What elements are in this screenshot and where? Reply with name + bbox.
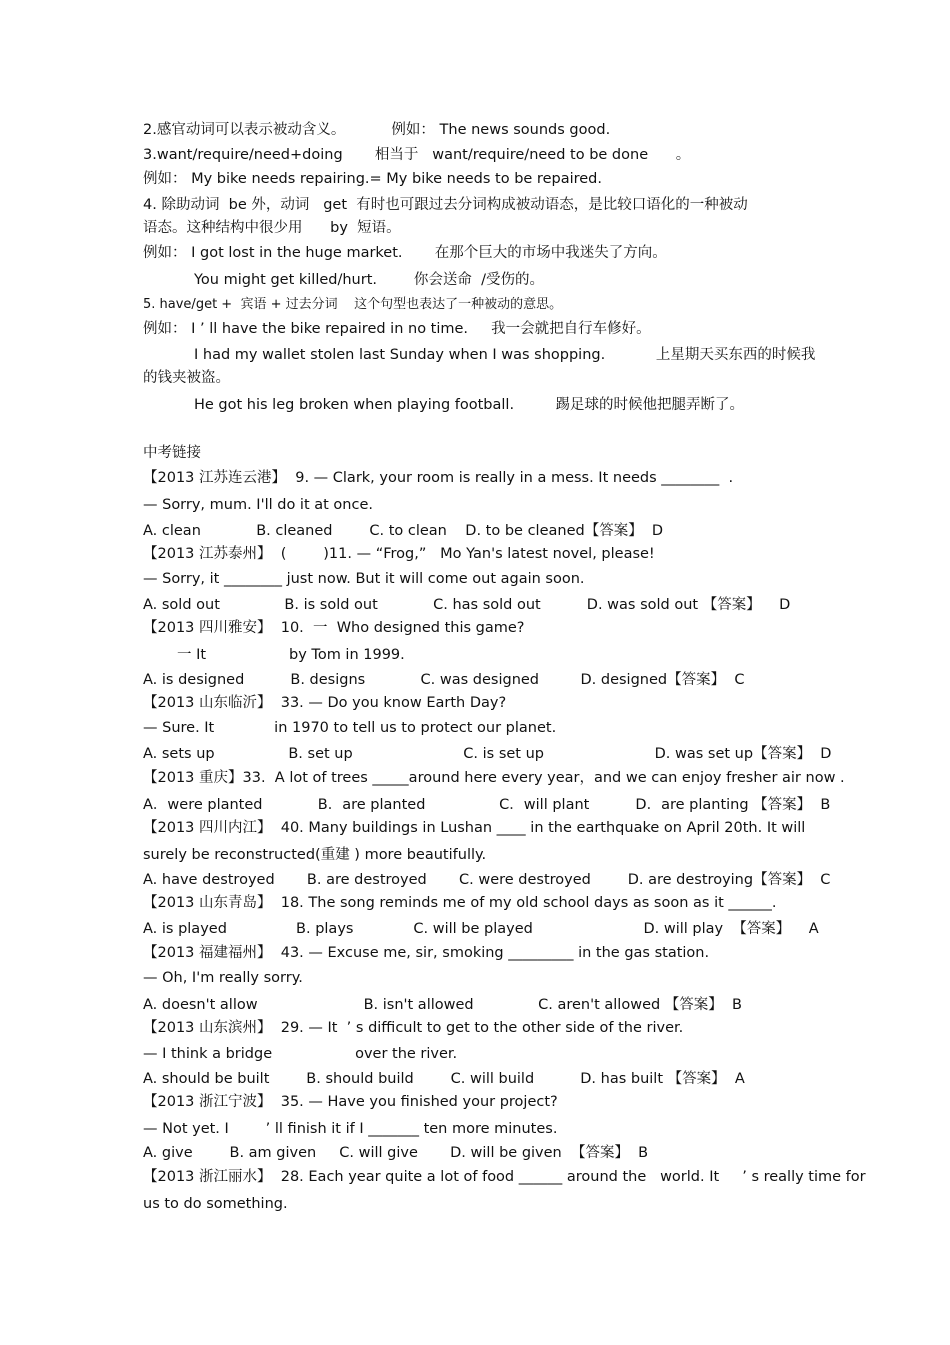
question-line: 【2013 福建福州】 43. — Excuse me, sir, smoking _________ in the gas station. [143, 945, 710, 961]
question-line: — Sure. It in 1970 to tell us to protect our planet. [143, 720, 557, 736]
question-line: us to do something. [143, 1196, 288, 1212]
question-line: 【2013 山东临沂】 33. — Do you know Earth Day? [143, 695, 507, 711]
question-line: 【2013 四川雅安】 10. 一 Who designed this game? [143, 620, 525, 636]
text-line: 语态。这种结构中很少用 by 短语。 [143, 220, 401, 236]
options-line: A. have destroyed B. are destroyed C. were destroyed D. are destroying【答案】 C [143, 872, 831, 888]
question-line: 【2013 山东滨州】 29. — It ’ s difficult to get to the other side of the river. [143, 1020, 684, 1036]
text-line-example: You might get killed/hurt. 你会送命 /受伤的。 [194, 272, 544, 288]
question-line: — Not yet. I ’ ll finish it if I _______ ten more minutes. [143, 1121, 558, 1137]
section-heading: 中考链接 [143, 445, 201, 461]
options-line: A. is designed B. designs C. was designed D. designed【答案】 C [143, 672, 745, 688]
question-line: 【2013 浙江宁波】 35. — Have you finished your project? [143, 1094, 558, 1110]
text-line: 你会送命 /受伤的。 [413, 272, 544, 288]
text-line: 3.want/require/need+doing 相当于 want/require/need to be done 。 [143, 147, 691, 163]
text-line: 例如： My bike needs repairing.= My bike needs to be repaired. [143, 171, 602, 187]
question-line: — I think a bridge over the river. [143, 1046, 458, 1062]
text-line: 5. have/get + 宾语 + 过去分词 这个句型也表达了一种被动的意思。 [143, 297, 563, 312]
question-line: — Sorry, it ________ just now. But it will come out again soon. [143, 571, 585, 587]
text-line: I had my wallet stolen last Sunday when I was shopping. 上星期天买东西的时候我 [194, 347, 816, 363]
question-line: 一 It by Tom in 1999. [177, 647, 405, 663]
question-line: 【2013 山东青岛】 18. The song reminds me of my old school days as soon as it ______. [143, 895, 777, 911]
text-line: 2.感官动词可以表示被动含义。 例如： The news sounds good. [143, 122, 611, 138]
question-line: 【2013 重庆】33. A lot of trees _____around here every year，and we can enjoy fresher air now . [143, 770, 845, 786]
question-line: — Oh, I'm really sorry. [143, 970, 303, 986]
options-line: A. is played B. plays C. will be played D. will play 【答案】 A [143, 921, 819, 937]
text-line: 的钱夹被盗。 [143, 370, 230, 386]
question-line: 【2013 江苏泰州】 ( )11. — “Frog,” Mo Yan's latest novel, please! [143, 546, 655, 562]
text-line: 例如： I ’ ll have the bike repaired in no time. 我一会就把自行车修好。 [143, 321, 651, 337]
options-line: A. doesn't allow B. isn't allowed C. aren't allowed 【答案】 B [143, 997, 742, 1013]
question-line: 【2013 浙江丽水】 28. Each year quite a lot of food ______ around the world. It ’ s really time for [143, 1169, 866, 1185]
text-line: He got his leg broken when playing football. 踢足球的时候他把腿弄断了。 [194, 397, 745, 413]
options-line: A. give B. am given C. will give D. will be given 【答案】 B [143, 1145, 649, 1161]
options-line: A. should be built B. should build C. will build D. has built 【答案】 A [143, 1071, 745, 1087]
question-line: surely be reconstructed(重建 ) more beautifully. [143, 847, 487, 863]
question-line: 【2013 四川内江】 40. Many buildings in Lushan ____ in the earthquake on April 20th. It will [143, 820, 806, 836]
question-line: 【2013 江苏连云港】 9. — Clark, your room is really in a mess. It needs ________ . [143, 470, 734, 486]
question-line: — Sorry, mum. I'll do it at once. [143, 497, 373, 513]
options-line: A．were planted B．are planted C．will plant D．are planting 【答案】 B [143, 797, 831, 813]
options-line: A. sold out B. is sold out C. has sold out D. was sold out 【答案】 D [143, 597, 791, 613]
options-line: A. clean B. cleaned C. to clean D. to be cleaned【答案】 D [143, 523, 664, 539]
text-line: 4. 除助动词 be 外，动词 get 有时也可跟过去分词构成被动语态，是比较口语化的一种被动 [143, 197, 748, 213]
options-line: A. sets up B. set up C. is set up D. was set up【答案】 D [143, 746, 832, 762]
text-line: 例如： I got lost in the huge market. 在那个巨大的市场中我迷失了方向。 [143, 245, 667, 261]
